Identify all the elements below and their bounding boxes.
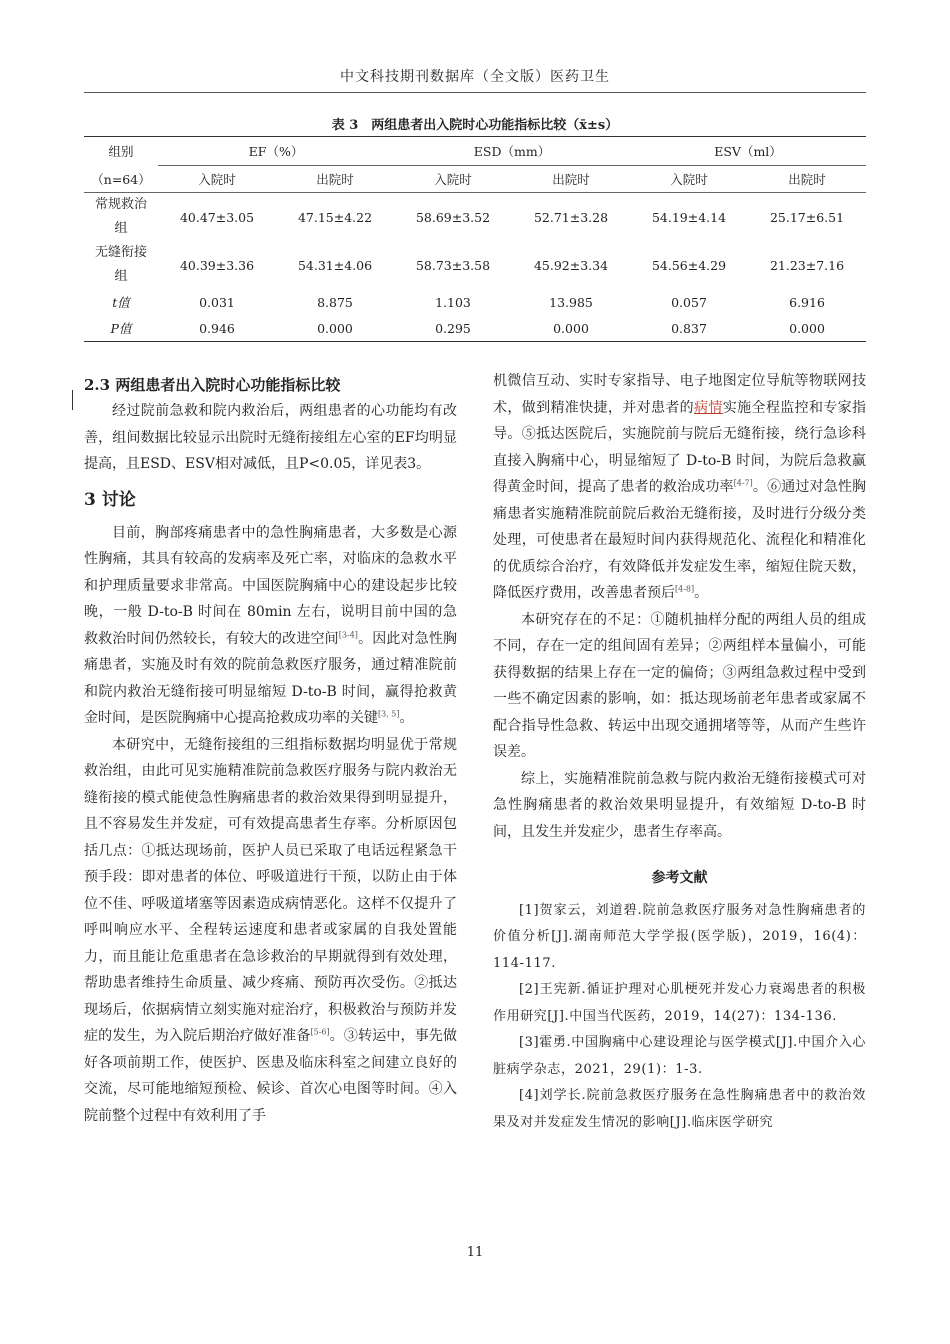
paragraph: 本研究存在的不足：①随机抽样分配的两组人员的组成不同，存在一定的组间固有差异；②两组样本量偏小，可能获得数据的结果上存在一定的偏倚；③两组急救过程中受到一些不确定因素的影响，如：抵达现场前老年患者或家属不配合指导性急救、转运中出现交通拥堵等等，从而产生些许误差。: [493, 611, 866, 760]
text: 。⑥通过对急性胸痛患者实施精准院前院后救治无缝衔接，及时进行分级分类处理，可使患者在最短时间内获得规范化、流程化和精准化的优质综合治疗，有效降低并发症发生率，缩短住院天数，降低医疗费用，改善患者预后: [493, 479, 867, 601]
citation[interactable]: [3, 5]: [378, 709, 400, 719]
table-cell: 47.15±4.22: [297, 209, 373, 225]
citation[interactable]: [3-4]: [338, 629, 358, 639]
table-cell: 1.103: [435, 294, 471, 310]
section-2-3-heading: 2.3 两组患者出入院时心功能指标比较: [84, 376, 341, 394]
reference-item: [2]王宪新.循证护理对心肌梗死并发心力衰竭患者的积极作用研究[J].中国当代医药，2019，14(27)：134-136.: [493, 982, 866, 1024]
table-cell: 45.92±3.34: [533, 257, 609, 273]
table-cell: 0.000: [276, 315, 394, 342]
table-title: 表 3 两组患者出入院时心功能指标比较（x̄±s）: [331, 118, 619, 133]
table-cell: 21.23±7.16: [769, 257, 845, 273]
table-row: [84, 193, 866, 242]
paragraph: 经过院前急救和院内救治后，两组患者的心功能均有改善，组间数据比较显示出院时无缝衔接组左心室的EF均明显提高，且ESD、ESV相对减低，且P<0.05，详见表3。: [84, 403, 457, 472]
row-label: t值: [112, 295, 130, 310]
text: 。因此对急性胸痛患者，实施及时有效的院前急救医疗服务，通过精准院前和院内救治无缝衔接可明显缩短 D-to-B 时间，赢得抢救黄金时间，是医院胸痛中心提高抢救成功率的关键: [84, 630, 458, 726]
table-cell: 13.985: [549, 294, 593, 310]
text: 。③转运中，事先做好各项前期工作，使医护、医患及临床科室之间建立良好的交流，尽可能地缩短预检、候诊、首次心电图等时间。④入院前整个过程中有效利用了手: [84, 1028, 458, 1124]
table-cell: 0.837: [630, 315, 748, 342]
table-row: [84, 289, 866, 315]
left-column: [84, 372, 457, 1129]
text: 实施全程监控和专家指导。⑤抵达医院后，实施院前与院后无缝衔接，绕行急诊科直接入胸痛中心，明显缩短了 D-to-B 时间，为院后急救赢得黄金时间，提高了患者的救治成功率: [493, 399, 867, 495]
row-label: 常规救治: [94, 197, 147, 212]
section-3-heading: 3 讨论: [84, 489, 136, 510]
table-cell: 40.47±3.05: [179, 209, 255, 225]
table-cell: 0.031: [199, 294, 235, 310]
journal-header: 中文科技期刊数据库（全文版）医药卫生: [340, 69, 610, 85]
right-column: [493, 368, 866, 1136]
citation[interactable]: [5-6]: [310, 1027, 330, 1037]
cardiac-function-table: [84, 136, 866, 342]
row-label-cont: 组: [114, 269, 128, 284]
esd-discharge-header: 出院时: [512, 166, 630, 193]
esd-header: ESD（mm）: [394, 137, 630, 166]
table-cell: 0.057: [671, 294, 707, 310]
table-cell: 0.000: [512, 315, 630, 342]
table-cell: 54.56±4.29: [651, 257, 727, 273]
esv-admit-header: 入院时: [630, 166, 748, 193]
text: 目前，胸部疼痛患者中的急性胸痛患者，大多数是心源性胸痛，其具有较高的发病率及死亡率，对临床的急救水平和护理质量要求非常高。中国医院胸痛中心的建设起步比较晚，一般 D-to-B 时间在 80min 左右，说明目前中国的急救救治时间仍然较长，有较大的改进空间: [84, 524, 457, 647]
table-cell: 25.17±6.51: [769, 209, 845, 225]
condition-link[interactable]: 病情: [694, 399, 723, 416]
paragraph: [493, 368, 866, 607]
citation[interactable]: [4-8]: [675, 584, 695, 594]
table-cell: 52.71±3.28: [533, 209, 609, 225]
esv-header: ESV（ml）: [630, 137, 866, 166]
text: 。: [694, 585, 709, 601]
paragraph: [84, 520, 457, 732]
table-cell: 40.39±3.36: [179, 257, 255, 273]
references-heading: 参考文献: [651, 870, 708, 886]
text: 。: [399, 710, 414, 726]
esd-admit-header: 入院时: [394, 166, 512, 193]
table-cell: 58.69±3.52: [415, 209, 491, 225]
row-label: 无缝衔接: [94, 245, 147, 260]
table-cell: 8.875: [317, 294, 353, 310]
n-header: （n=64）: [84, 166, 158, 193]
ef-header: EF（%）: [158, 137, 394, 166]
paragraph: 综上，实施精准院前急救与院内救治无缝衔接模式可对急性胸痛患者的救治效果明显提升，有效缩短 D-to-B 时间，且发生并发症少，患者生存率高。: [493, 770, 866, 840]
table-row: [84, 241, 866, 289]
table-cell: 54.31±4.06: [297, 257, 373, 273]
table-cell: 0.000: [748, 315, 866, 342]
table-row: [84, 315, 866, 342]
table-cell: 0.295: [394, 315, 512, 342]
esv-discharge-header: 出院时: [748, 166, 866, 193]
header-rule: [84, 92, 866, 93]
reference-item: [1]贺家云，刘道碧.院前急救医疗服务对急性胸痛患者的价值分析[J].湖南师范大学学报(医学版)，2019，16(4)：114-117.: [493, 902, 866, 971]
table-cell: 58.73±3.58: [415, 257, 491, 273]
paragraph: [84, 732, 457, 1130]
reference-item: [4]刘学长.院前急救医疗服务在急性胸痛患者中的救治效果及对并发症发生情况的影响[J].临床医学研究: [493, 1088, 866, 1130]
table-cell: 6.916: [789, 294, 825, 310]
citation[interactable]: [4-7]: [733, 478, 753, 488]
reference-item: [3]霍勇.中国胸痛中心建设理论与医学模式[J].中国介入心脏病学杂志，2021，29(1)：1-3.: [493, 1035, 866, 1077]
page-number: 11: [466, 1245, 484, 1260]
ef-discharge-header: 出院时: [276, 166, 394, 193]
table-cell: 0.946: [158, 315, 276, 342]
text: 本研究中，无缝衔接组的三组指标数据均明显优于常规救治组，由此可见实施精准院前急救医疗服务与院内救治无缝衔接的模式能使急性胸痛患者的救治效果得到明显提升，且不容易发生并发症，可有效提高患者生存率。分析原因包括几点：①抵达现场前，医护人员已采取了电话远程紧急干预手段：即对患者的体位、呼吸道进行干预，以防止由于体位不佳、呼吸道堵塞等因素造成病情恶化。这样不仅提升了呼叫响应水平、全程转运速度和患者或家属的自我处置能力，而且能让危重患者在急诊救治的早期就得到有效处理，帮助患者维持生命质量、减少疼痛、预防再次受伤。②抵达现场后，依据病情立刻实施对症治疗，积极救治与预防并发症的发生，为入院后期治疗做好准备: [84, 736, 457, 1044]
table-cell: 54.19±4.14: [651, 209, 727, 225]
group-header: 组别: [84, 137, 158, 166]
row-label: P值: [84, 315, 158, 342]
text-cursor: [72, 390, 73, 410]
row-label-cont: 组: [114, 221, 128, 236]
ef-admit-header: 入院时: [158, 166, 276, 193]
text: 机微信互动、实时专家指导、电子地图定位导航等物联网技术，做到精准快捷，并对患者的: [493, 373, 866, 416]
